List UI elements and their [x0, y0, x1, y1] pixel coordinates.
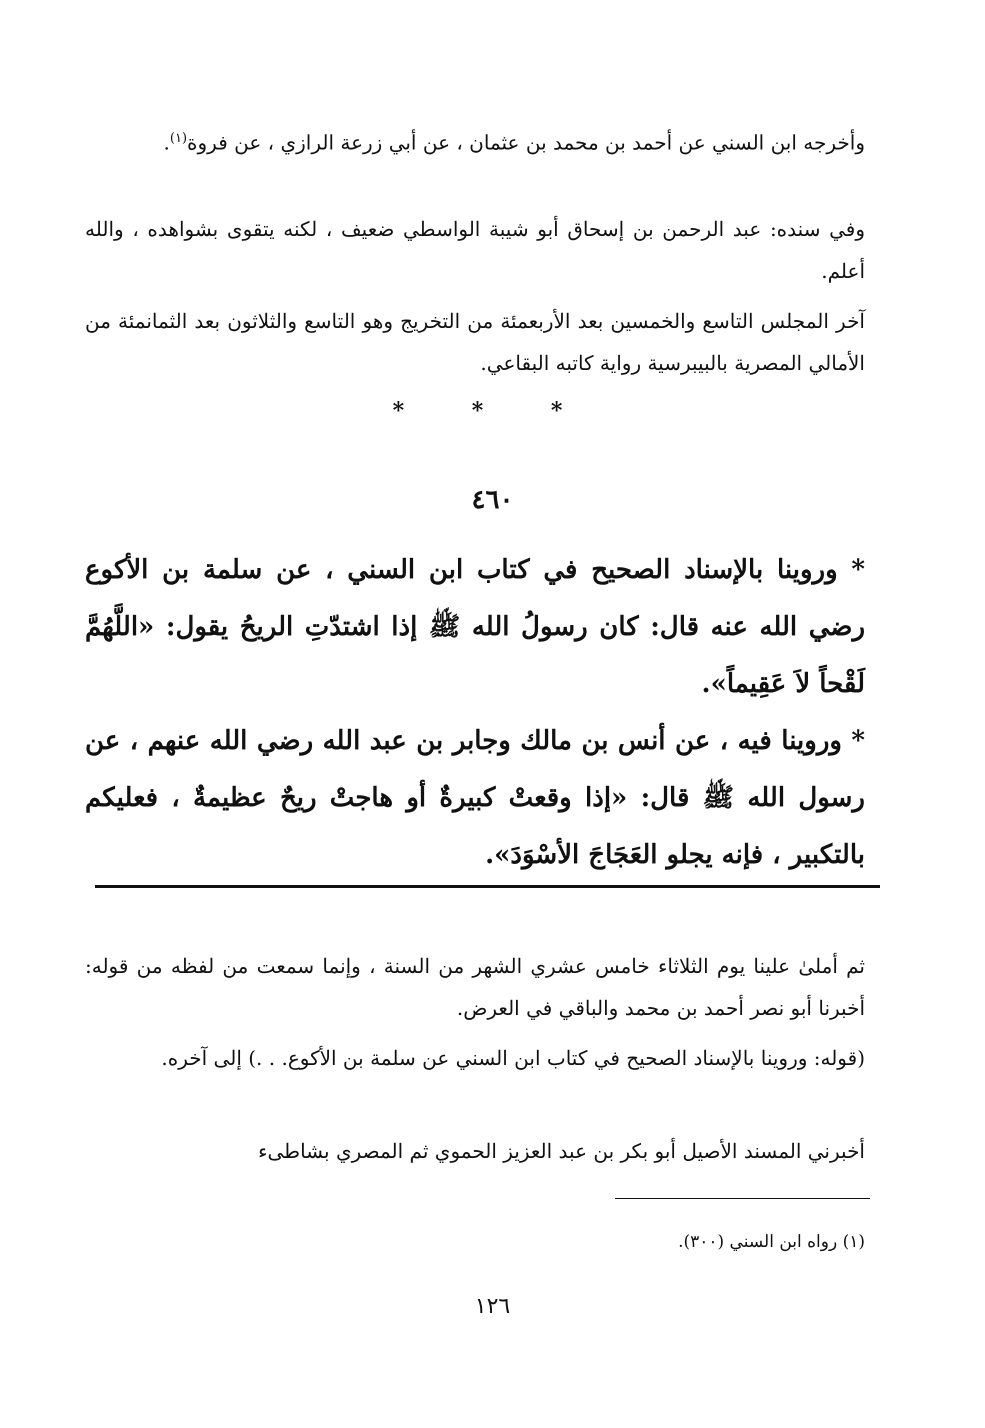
- paragraph-majlis-end: آخر المجلس التاسع والخمسين بعد الأربعمئة من التخريج وهو التاسع والثلاثون بعد الثمانمئة من الأمالي المصرية بالبيبرسية رواية كاتبه البقاعي.: [85, 309, 865, 375]
- paragraph-ibn-sunni-source: [85, 118, 865, 164]
- page-number: ١٢٦: [474, 1294, 511, 1319]
- hadith-paragraph-2: * وروينا فيه ، عن أنس بن مالك وجابر بن عبد الله رضي الله عنهم ، عن رسول الله ﷺ قال: «إذا وقعتْ كبيرةٌ أو هاجتْ ريحٌ عظيمةٌ ، فعليكم بالتكبير ، فإنه يجلو العَجَاجَ الأسْوَدَ».: [85, 726, 865, 870]
- commentary-paragraph-1: ثم أملىٰ علينا يوم الثلاثاء خامس عشري الشهر من السنة ، وإنما سمعت من لفظه من قوله: أخبرنا أبو نصر أحمد بن محمد والباقي في العرض.: [85, 954, 865, 1020]
- commentary-paragraph-2: (قوله: وروينا بالإسناد الصحيح في كتاب ابن السني عن سلمة بن الأكوع. . .) إلى آخره.: [161, 1046, 865, 1070]
- footnote-ref[interactable]: (١): [169, 131, 188, 146]
- footnote-divider: [615, 1198, 870, 1199]
- footnote: (١) رواه ابن السني (٣٠٠).: [678, 1232, 865, 1252]
- main-divider: [95, 885, 880, 888]
- paragraph-end: .: [163, 130, 170, 155]
- hadith-number: ٤٦٠: [471, 485, 514, 515]
- section-separator: * * *: [392, 398, 593, 424]
- commentary-paragraph-3: أخبرني المسند الأصيل أبو بكر بن عبد العزيز الحموي ثم المصري بشاطىء: [258, 1139, 865, 1163]
- hadith-paragraph-1: * وروينا بالإسناد الصحيح في كتاب ابن السني ، عن سلمة بن الأكوع رضي الله عنه قال: كان رسولُ الله ﷺ إذا اشتدّتِ الريحُ يقول: «اللَّهُمَّ لَقْحاً لاَ عَقِيماً».: [85, 555, 865, 699]
- paragraph-isnad-note: وفي سنده: عبد الرحمن بن إسحاق أبو شيبة الواسطي ضعيف ، لكنه يتقوى بشواهده ، والله أعلم.: [85, 217, 865, 283]
- paragraph-text: وأخرجه ابن السني عن أحمد بن محمد بن عثمان ، عن أبي زرعة الرازي ، عن فروة: [187, 130, 865, 155]
